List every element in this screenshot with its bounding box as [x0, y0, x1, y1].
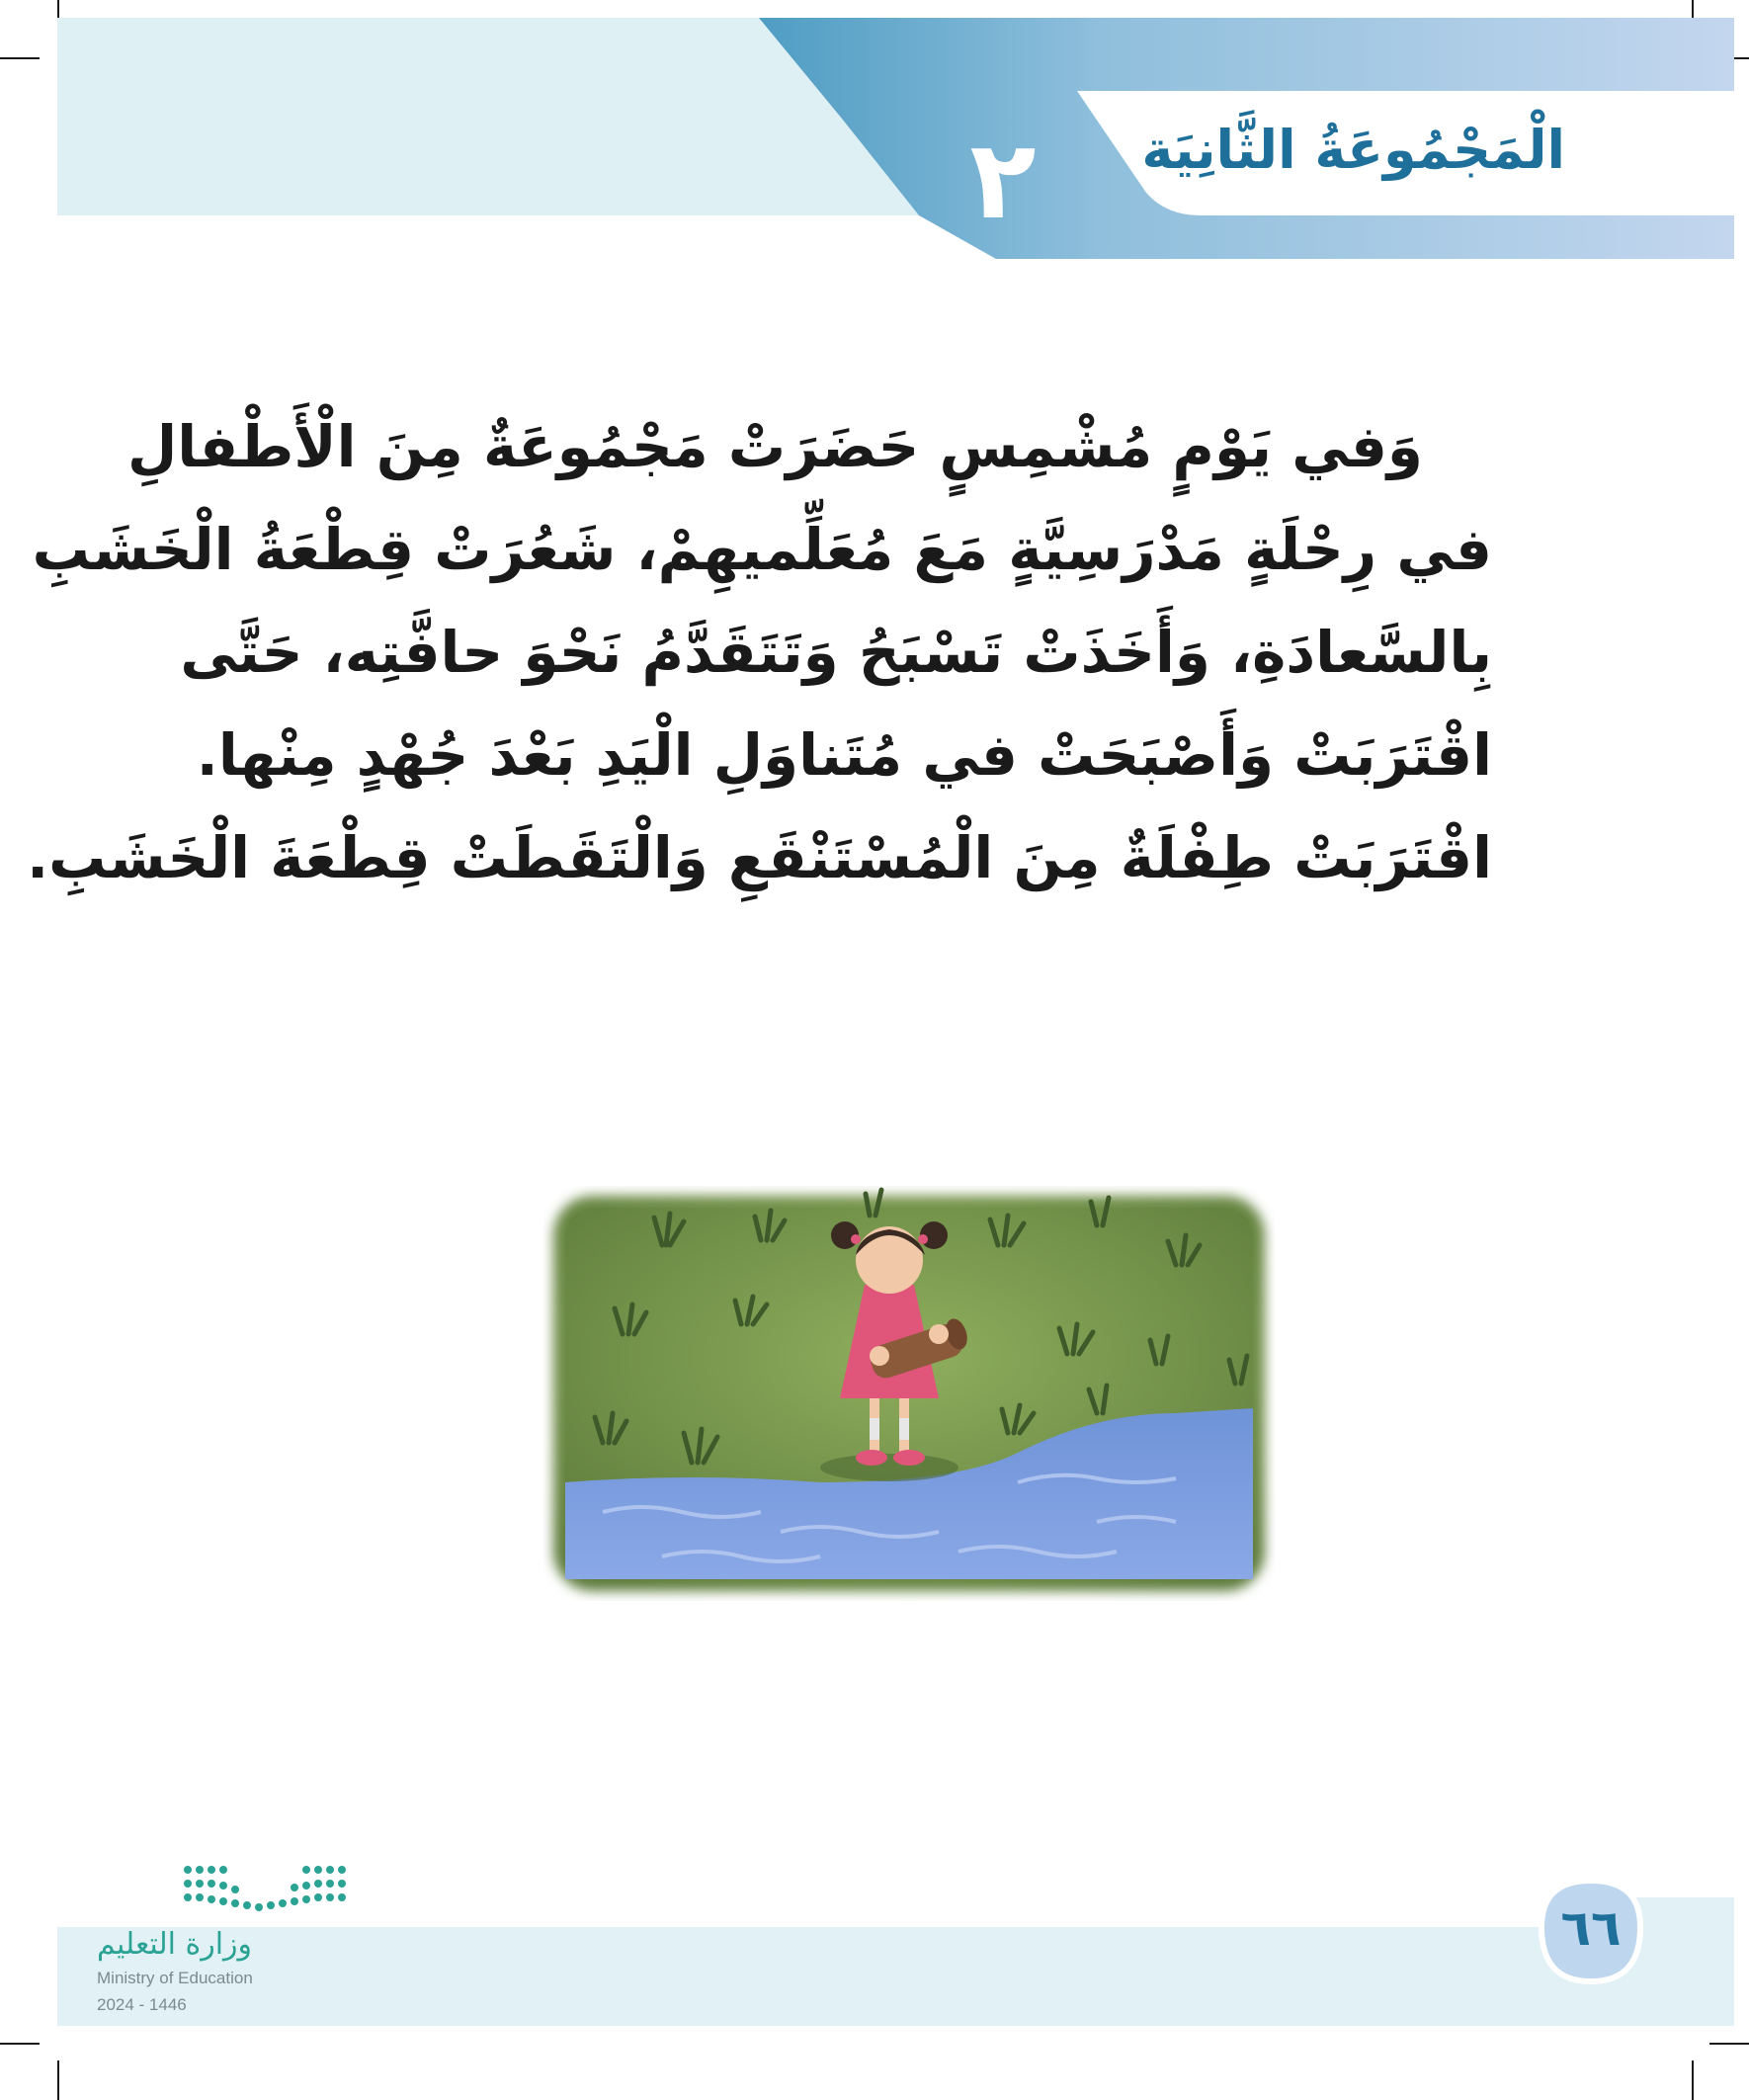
- footer-band: [57, 1927, 1734, 2026]
- crop-mark: [1692, 2060, 1694, 2100]
- ministry-logo-icon: [178, 1858, 356, 1921]
- story-line: اقْتَرَبَتْ وَأَصْبَحَتْ في مُتَناوَلِ الْيَدِ بَعْدَ جُهْدٍ مِنْها.: [196, 721, 1492, 789]
- story-line: وَفي يَوْمٍ مُشْمِسٍ حَضَرَتْ مَجْمُوعَةٌ مِنَ الْأَطْفالِ: [126, 413, 1423, 480]
- page-title: الْمَجْمُوعَةُ الثَّانِيَة: [1141, 119, 1565, 181]
- group-number: ٢: [969, 117, 1037, 243]
- crop-mark: [57, 2060, 59, 2100]
- story-line: في رِحْلَةٍ مَدْرَسِيَّةٍ مَعَ مُعَلِّميهِمْ، شَعُرَتْ قِطْعَةُ الْخَشَبِ: [32, 516, 1492, 583]
- ministry-name-english: Ministry of Education: [97, 1969, 253, 1987]
- crop-mark: [1709, 2043, 1749, 2045]
- page-number: ٦٦: [1560, 1899, 1622, 1957]
- ministry-name-arabic: وزارة التعليم: [97, 1927, 253, 1962]
- story-line: اقْتَرَبَتْ طِفْلَةٌ مِنَ الْمُسْتَنْقَعِ وَالْتَقَطَتْ قِطْعَةَ الْخَشَبِ.: [27, 824, 1492, 891]
- story-paragraph: [27, 395, 1492, 909]
- edition-year: 2024 - 1446: [97, 1995, 187, 2014]
- girl-holding-log-illustration: [543, 1186, 1275, 1601]
- story-line: بِالسَّعادَةِ، وَأَخَذَتْ تَسْبَحُ وَتَتَقَدَّمُ نَحْوَ حافَّتِه، حَتَّى: [180, 619, 1492, 686]
- crop-mark: [0, 2043, 40, 2045]
